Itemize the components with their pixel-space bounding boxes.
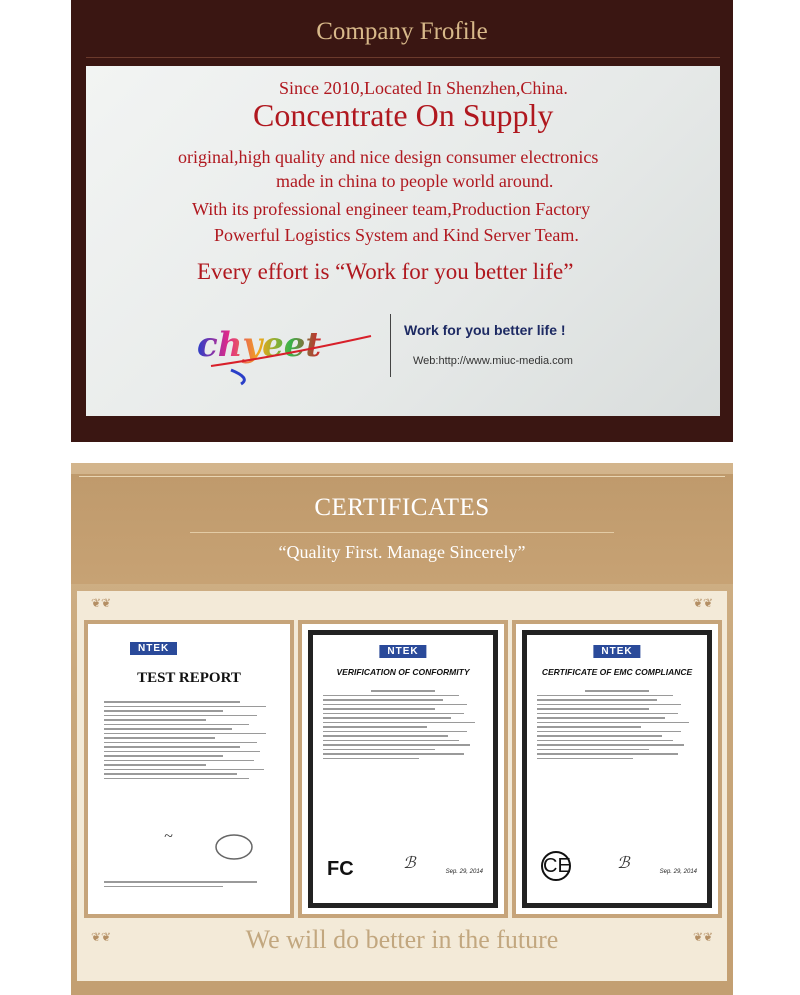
effort-line: Every effort is “Work for you better life” (197, 259, 574, 284)
ntek-logo: NTEK (593, 645, 640, 658)
certificate-emc-compliance[interactable] (512, 620, 722, 918)
ntek-logo: NTEK (379, 645, 426, 658)
headline: Concentrate On Supply (253, 97, 554, 133)
future-tagline: We will do better in the future (245, 925, 559, 954)
verification-heading: VERIFICATION OF CONFORMITY (336, 667, 470, 677)
certificate-page (522, 630, 712, 908)
website-text: Web:http://www.miuc-media.com (413, 355, 573, 367)
logo-wordmark: chyeet (197, 325, 322, 365)
corner-ornament-icon: ❦❦ (90, 930, 112, 944)
certificates-section (71, 463, 733, 995)
report-body-text (104, 698, 274, 782)
profile-title: Company Frofile (316, 18, 488, 45)
certificate-date: Sep. 29, 2014 (659, 869, 697, 875)
logistics-line: Powerful Logistics System and Kind Server Team. (214, 225, 579, 245)
profile-panel (86, 66, 720, 416)
logo-divider (390, 314, 391, 377)
certificates-frame-line (79, 476, 725, 477)
certificate-date: Sep. 29, 2014 (445, 869, 483, 875)
team-line: With its professional engineer team,Production Factory (192, 199, 591, 219)
approval-stamp-icon (214, 832, 254, 862)
signature-icon: ℬ (617, 855, 630, 872)
certificate-test-report[interactable] (84, 620, 294, 918)
corner-ornament-icon: ❦❦ (692, 596, 714, 610)
verification-body-text (323, 687, 483, 762)
certificates-title: CERTIFICATES (314, 494, 490, 521)
emc-body-text (537, 687, 697, 762)
made-line: made in china to people world around. (276, 171, 554, 191)
original-line: original,high quality and nice design consumer electronics (178, 147, 599, 167)
certificate-page (308, 630, 498, 908)
fcc-mark-icon: FC (327, 858, 354, 880)
signature-icon: ℬ (403, 855, 416, 872)
signature-icon: ~ (164, 828, 173, 845)
certificates-subtitle: “Quality First. Manage Sincerely” (278, 542, 526, 562)
corner-ornament-icon: ❦❦ (90, 596, 112, 610)
certificates-title-divider (190, 532, 614, 533)
emc-heading: CERTIFICATE OF EMC COMPLIANCE (541, 667, 693, 677)
certificate-page (94, 630, 284, 908)
profile-title-divider (86, 57, 720, 58)
ntek-logo: NTEK (130, 642, 177, 655)
chyeet-logo (191, 306, 381, 386)
slogan-text: Work for you better life ! (404, 322, 566, 338)
test-report-heading: TEST REPORT (137, 670, 241, 686)
ce-mark-icon: CE (541, 851, 571, 881)
certificate-verification-of-conformity[interactable] (298, 620, 508, 918)
report-footer-text (104, 878, 274, 890)
since-line: Since 2010,Located In Shenzhen,China. (279, 78, 568, 98)
certificates-header-band (71, 474, 733, 584)
corner-ornament-icon: ❦❦ (692, 930, 714, 944)
